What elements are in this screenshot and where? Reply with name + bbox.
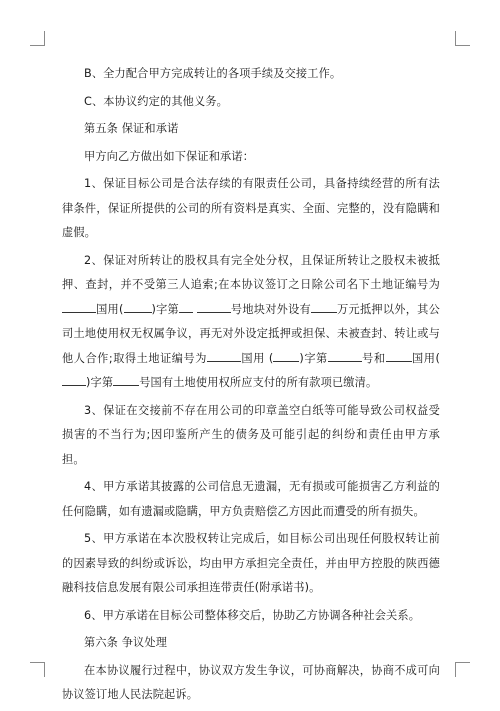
paragraph-guarantee-3: 3、保证在交接前不存在用公司的印章盖空白纸等可能导致公司权益受损害的不当行为;因印鉴所产生的债务及可能引起的纠纷和责任由甲方承担。 <box>62 403 440 466</box>
crop-mark-top-left <box>30 31 45 46</box>
blank-field[interactable] <box>113 375 139 386</box>
blank-field[interactable] <box>124 302 152 313</box>
blank-field[interactable] <box>197 302 231 313</box>
paragraph-guarantee-4: 4、甲方承诺其披露的公司信息无遗漏，无有损或可能损害乙方利益的任何隐瞒，如有遗漏或隐瞒，甲方负责赔偿乙方因此而遭受的所有损失。 <box>62 480 440 518</box>
paragraph-obligation-b: B、全力配合甲方完成转让的各项手续及交接工作。 <box>84 67 342 80</box>
paragraph-obligation-c: C、本协议约定的其他义务。 <box>84 94 229 108</box>
blank-field[interactable] <box>179 302 193 313</box>
crop-mark-bottom-left <box>30 662 45 677</box>
section-heading-article-6: 第六条 争议处理 <box>84 636 168 649</box>
paragraph-guarantee-5: 5、甲方承诺在本次股权转让完成后，如目标公司出现任何股权转让前的因素导致的纠纷或诉讼，均由甲方承担完全责任，并由甲方控股的陕西德融科技信息发展有限公司承担连带责任(附承诺书)。 <box>62 532 440 594</box>
blank-field[interactable] <box>207 351 241 362</box>
document-body <box>62 62 440 711</box>
blank-field[interactable] <box>62 302 96 313</box>
paragraph-guarantee-1: 1、保证目标公司是合法存续的有限责任公司，具备持续经营的所有法律条件，保证所提供的公司的所有资料是真实、全面、完整的，没有隐瞒和虚假。 <box>62 177 440 239</box>
blank-field[interactable] <box>62 375 86 386</box>
blank-field[interactable] <box>311 302 337 313</box>
crop-mark-bottom-right <box>455 662 470 677</box>
paragraph-dispute-resolution: 在本协议履行过程中，协议双方发生争议，可协商解决，协商不成可向协议签订地人民法院起诉。 <box>62 663 440 701</box>
blank-field[interactable] <box>328 351 362 362</box>
section-heading-article-5: 第五条 保证和承诺 <box>84 122 179 135</box>
blank-field[interactable] <box>273 351 299 362</box>
paragraph-guarantee-2: 2、保证对所转让的股权具有完全处分权，且保证所转让之股权未被抵押、查封，并不受第三人追索;在本协议签订之日除公司名下土地证编号为国用( )字第 号地块对外设有 万元抵押以外，其公司土地使用权无权属争议，再无对外设定抵押或担保、未被查封、转让或与他人合作;取得土地证编号为 国用 ( )字第 号和 国用()字第 号国有土地使用权所应支付的所有款项已缴清。 <box>62 253 440 389</box>
paragraph-guarantee-6: 6、甲方承诺在目标公司整体移交后，协助乙方协调各种社会关系。 <box>84 608 421 622</box>
blank-field[interactable] <box>386 351 412 362</box>
crop-mark-top-right <box>455 31 470 46</box>
paragraph-intro-guarantees: 甲方向乙方做出如下保证和承诺： <box>84 149 255 163</box>
